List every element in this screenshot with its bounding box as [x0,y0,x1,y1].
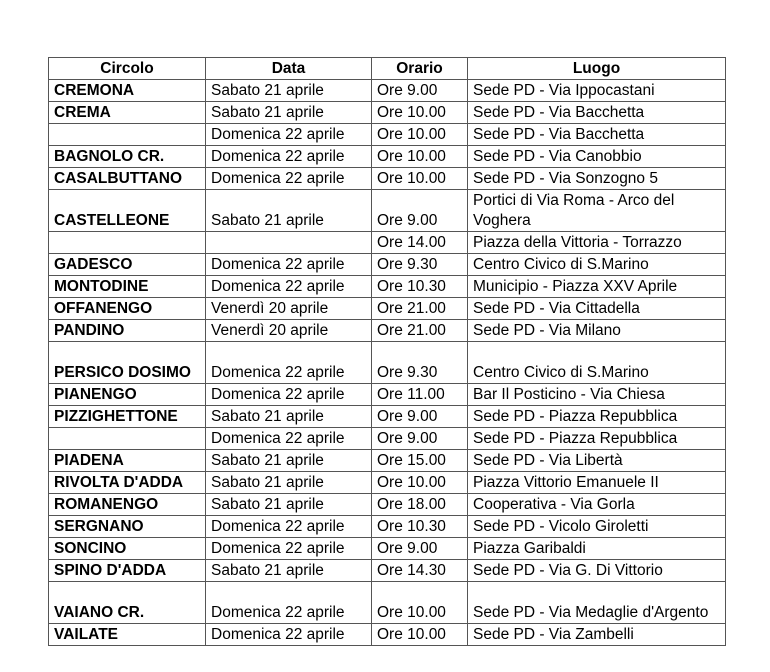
luogo-cell: Sede PD - Piazza Repubblica [468,428,726,450]
data-cell: Domenica 22 aprile [206,146,372,168]
table-row [49,124,726,146]
data-cell: Sabato 21 aprile [206,560,372,582]
orario-cell: Ore 9.30 [372,254,468,276]
table-row [49,582,726,624]
data-cell: Domenica 22 aprile [206,276,372,298]
table-row [49,254,726,276]
events-table [48,57,726,646]
luogo-cell: Sede PD - Via Medaglie d'Argento [468,582,726,624]
orario-cell: Ore 10.00 [372,472,468,494]
orario-cell: Ore 10.30 [372,276,468,298]
circolo-cell: PIADENA [49,450,206,472]
header-orario: Orario [372,58,468,80]
data-cell: Sabato 21 aprile [206,102,372,124]
table-row [49,406,726,428]
data-cell: Venerdì 20 aprile [206,320,372,342]
header-row [49,58,726,80]
circolo-cell: PIZZIGHETTONE [49,406,206,428]
data-cell: Domenica 22 aprile [206,516,372,538]
circolo-cell: ROMANENGO [49,494,206,516]
circolo-cell: CASALBUTTANO [49,168,206,190]
circolo-cell: GADESCO [49,254,206,276]
orario-cell: Ore 10.00 [372,102,468,124]
table-row [49,146,726,168]
orario-cell: Ore 18.00 [372,494,468,516]
circolo-cell: CREMA [49,102,206,124]
orario-cell: Ore 10.00 [372,168,468,190]
circolo-cell: SPINO D'ADDA [49,560,206,582]
circolo-cell: OFFANENGO [49,298,206,320]
circolo-cell [49,232,206,254]
circolo-cell: VAIANO CR. [49,582,206,624]
table-row [49,384,726,406]
luogo-cell: Bar Il Posticino - Via Chiesa [468,384,726,406]
table-row [49,428,726,450]
orario-cell: Ore 11.00 [372,384,468,406]
circolo-cell: RIVOLTA D'ADDA [49,472,206,494]
header-circolo: Circolo [49,58,206,80]
data-cell: Sabato 21 aprile [206,80,372,102]
data-cell: Domenica 22 aprile [206,538,372,560]
orario-cell: Ore 21.00 [372,320,468,342]
data-cell: Domenica 22 aprile [206,124,372,146]
circolo-cell: SERGNANO [49,516,206,538]
data-cell: Sabato 21 aprile [206,450,372,472]
data-cell: Sabato 21 aprile [206,406,372,428]
table-row [49,560,726,582]
orario-cell: Ore 10.00 [372,124,468,146]
orario-cell: Ore 10.30 [372,516,468,538]
data-cell: Venerdì 20 aprile [206,298,372,320]
circolo-cell: SONCINO [49,538,206,560]
data-cell: Domenica 22 aprile [206,428,372,450]
luogo-cell: Sede PD - Via Ippocastani [468,80,726,102]
orario-cell: Ore 15.00 [372,450,468,472]
data-cell: Domenica 22 aprile [206,254,372,276]
header-luogo: Luogo [468,58,726,80]
table-row [49,232,726,254]
data-cell: Domenica 22 aprile [206,582,372,624]
orario-cell: Ore 9.00 [372,190,468,232]
table-row [49,494,726,516]
circolo-cell: BAGNOLO CR. [49,146,206,168]
data-cell: Sabato 21 aprile [206,190,372,232]
table-row [49,298,726,320]
luogo-cell: Sede PD - Via Bacchetta [468,102,726,124]
luogo-cell: Sede PD - Via Canobbio [468,146,726,168]
orario-cell: Ore 14.00 [372,232,468,254]
data-cell: Domenica 22 aprile [206,384,372,406]
luogo-cell: Sede PD - Via Milano [468,320,726,342]
circolo-cell: CASTELLEONE [49,190,206,232]
data-cell [206,232,372,254]
luogo-cell: Centro Civico di S.Marino [468,342,726,384]
orario-cell: Ore 9.00 [372,538,468,560]
orario-cell: Ore 9.30 [372,342,468,384]
table-row [49,624,726,646]
luogo-cell: Piazza Vittorio Emanuele II [468,472,726,494]
circolo-cell: PERSICO DOSIMO [49,342,206,384]
table-row [49,320,726,342]
circolo-cell: PIANENGO [49,384,206,406]
table-row [49,168,726,190]
orario-cell: Ore 9.00 [372,428,468,450]
luogo-cell: Sede PD - Piazza Repubblica [468,406,726,428]
table-row [49,80,726,102]
header-data: Data [206,58,372,80]
table-row [49,516,726,538]
circolo-cell [49,428,206,450]
data-cell: Sabato 21 aprile [206,494,372,516]
orario-cell: Ore 10.00 [372,582,468,624]
circolo-cell: MONTODINE [49,276,206,298]
table-row [49,102,726,124]
luogo-cell: Piazza della Vittoria - Torrazzo [468,232,726,254]
data-cell: Sabato 21 aprile [206,472,372,494]
orario-cell: Ore 10.00 [372,624,468,646]
data-cell: Domenica 22 aprile [206,624,372,646]
table-row [49,190,726,232]
luogo-cell: Sede PD - Via Bacchetta [468,124,726,146]
orario-cell: Ore 14.30 [372,560,468,582]
orario-cell: Ore 21.00 [372,298,468,320]
orario-cell: Ore 9.00 [372,406,468,428]
orario-cell: Ore 9.00 [372,80,468,102]
table-row [49,450,726,472]
luogo-cell: Centro Civico di S.Marino [468,254,726,276]
orario-cell: Ore 10.00 [372,146,468,168]
luogo-cell: Sede PD - Vicolo Giroletti [468,516,726,538]
data-cell: Domenica 22 aprile [206,168,372,190]
luogo-cell: Sede PD - Via Cittadella [468,298,726,320]
luogo-cell: Portici di Via Roma - Arco del Voghera [468,190,726,232]
circolo-cell: PANDINO [49,320,206,342]
luogo-cell: Sede PD - Via Zambelli [468,624,726,646]
luogo-cell: Sede PD - Via Libertà [468,450,726,472]
circolo-cell: CREMONA [49,80,206,102]
table-row [49,276,726,298]
data-cell: Domenica 22 aprile [206,342,372,384]
luogo-cell: Cooperativa - Via Gorla [468,494,726,516]
circolo-cell: VAILATE [49,624,206,646]
luogo-cell: Sede PD - Via Sonzogno 5 [468,168,726,190]
table-row [49,342,726,384]
circolo-cell [49,124,206,146]
table-row [49,538,726,560]
table-row [49,472,726,494]
luogo-cell: Municipio - Piazza XXV Aprile [468,276,726,298]
luogo-cell: Piazza Garibaldi [468,538,726,560]
luogo-cell: Sede PD - Via G. Di Vittorio [468,560,726,582]
